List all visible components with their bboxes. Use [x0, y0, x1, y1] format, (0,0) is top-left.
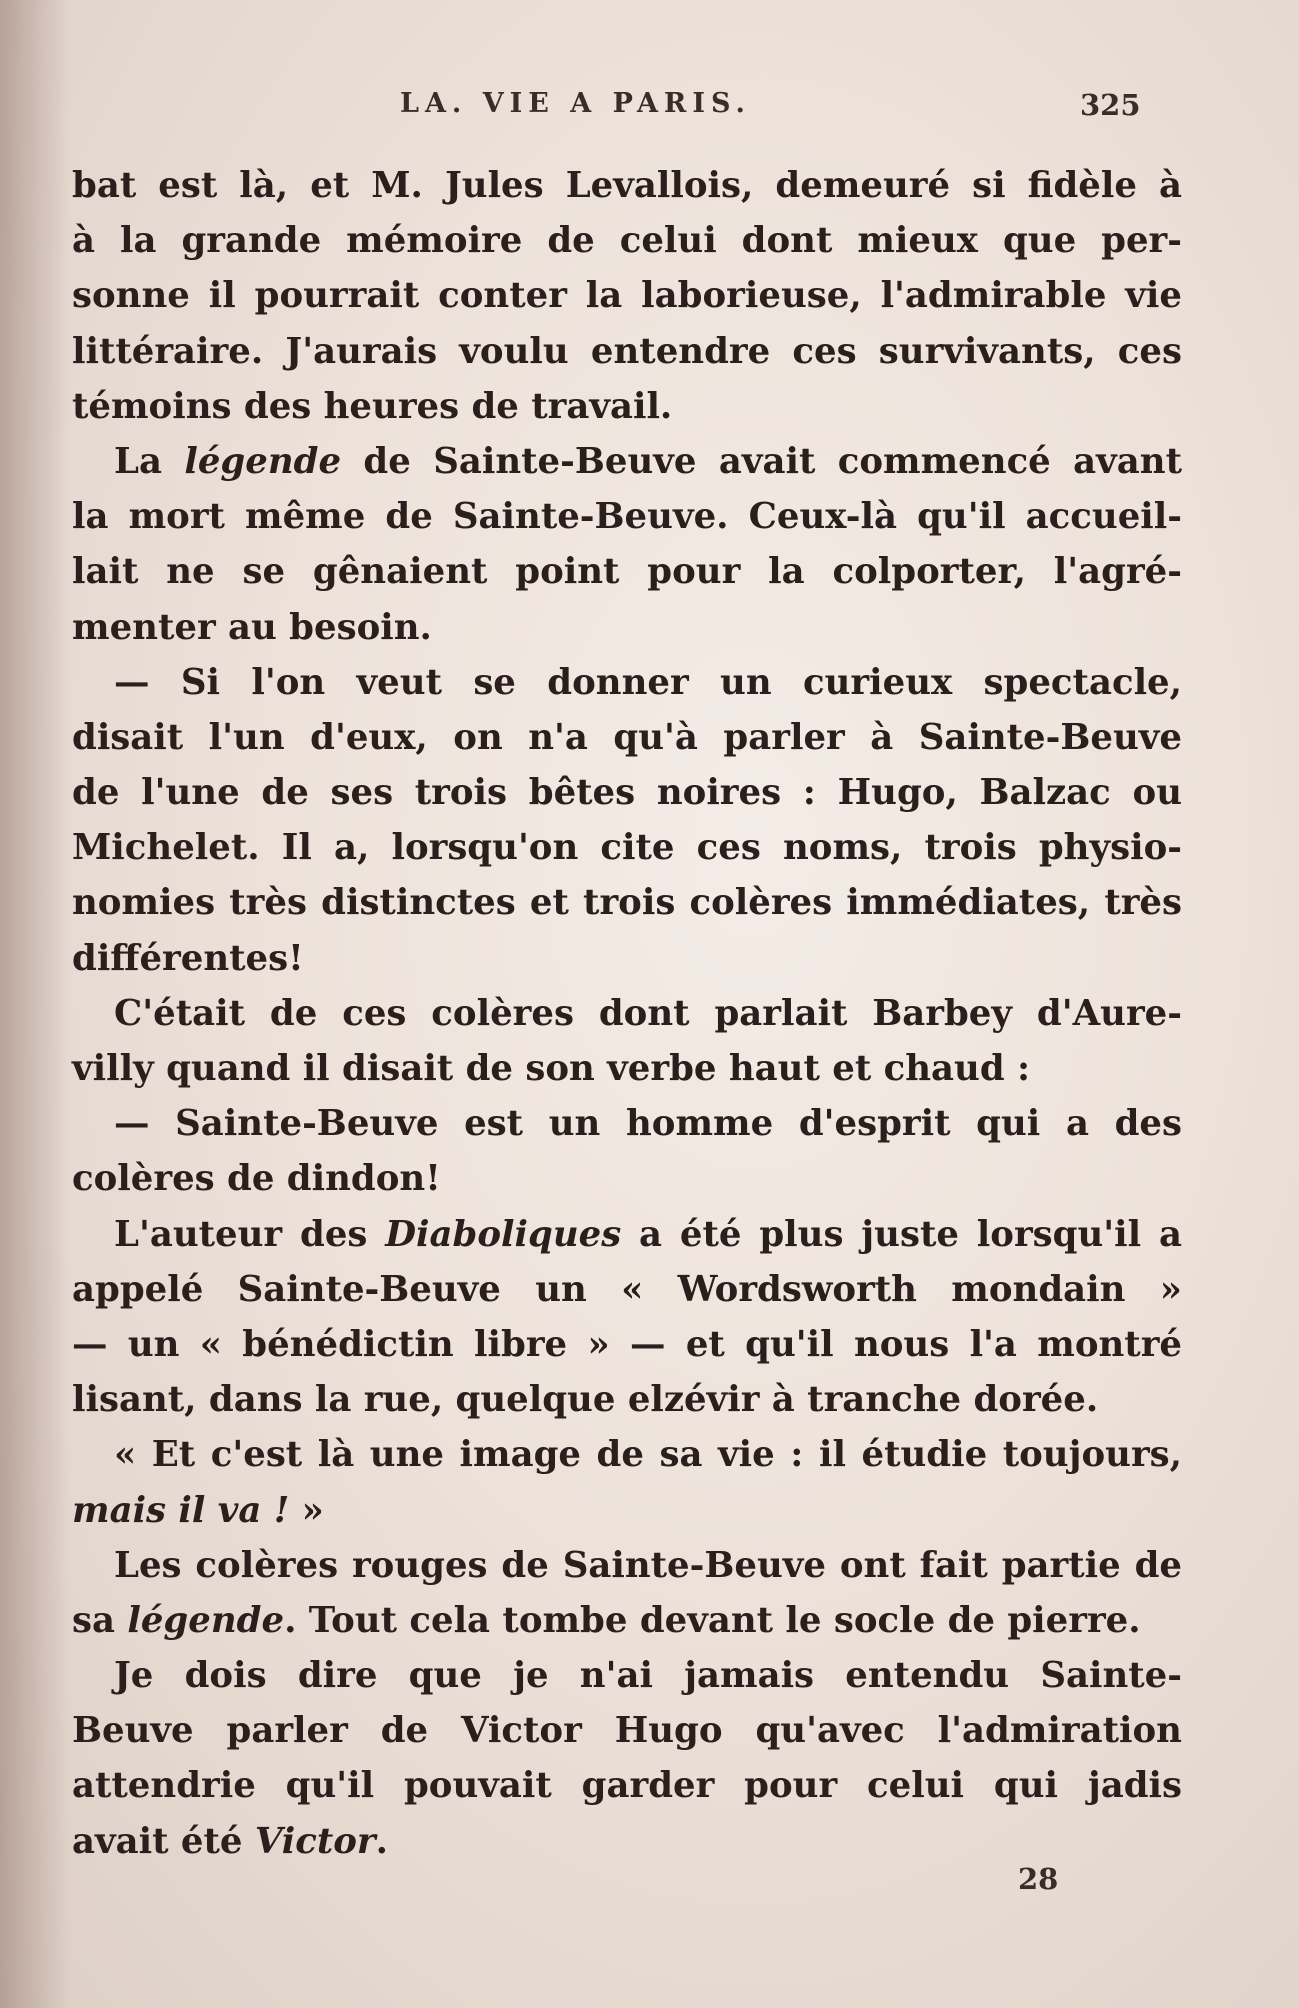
- text-line: L'auteur des Diaboliques a été plus juste lorsqu'il a: [114, 1213, 1182, 1255]
- binding-shadow: [0, 0, 70, 2008]
- text-line: sa légende. Tout cela tombe devant le socle de pierre.: [72, 1599, 1141, 1641]
- text-line: la mort même de Sainte-Beuve. Ceux-là qu'il accueil-: [72, 496, 1182, 538]
- running-head: [0, 88, 1299, 128]
- text-line: attendrie qu'il pouvait garder pour celui qui jadis: [72, 1765, 1182, 1807]
- signature-mark: 28: [1018, 1862, 1059, 1896]
- text-line: colères de dindon!: [72, 1158, 441, 1200]
- text-line: disait l'un d'eux, on n'a qu'à parler à Sainte-Beuve: [72, 716, 1182, 758]
- text-line: Je dois dire que je n'ai jamais entendu Sainte-: [114, 1655, 1182, 1697]
- text-line: avait été Victor.: [72, 1820, 388, 1862]
- text-line: mais il va ! »: [72, 1489, 324, 1531]
- text-line: lait ne se gênaient point pour la colporter, l'agré-: [72, 551, 1182, 593]
- running-head-title: LA. VIE A PARIS.: [400, 88, 751, 119]
- text-line: villy quand il disait de son verbe haut et chaud :: [72, 1048, 1031, 1089]
- text-line: sonne il pourrait conter la laborieuse, l'admirable vie: [72, 275, 1182, 317]
- body-text: [72, 158, 1182, 1869]
- text-line: lisant, dans la rue, quelque elzévir à tranche dorée.: [72, 1379, 1099, 1421]
- text-line: bat est là, et M. Jules Levallois, demeuré si fidèle à: [72, 165, 1182, 206]
- text-line: — Sainte-Beuve est un homme d'esprit qui a des: [114, 1103, 1182, 1145]
- text-line: Les colères rouges de Sainte-Beuve ont fait partie de: [114, 1544, 1182, 1586]
- text-line: « Et c'est là une image de sa vie : il étudie toujours,: [114, 1434, 1182, 1476]
- page-number: 325: [1080, 88, 1141, 122]
- text-line: C'était de ces colères dont parlait Barbey d'Aure-: [114, 992, 1182, 1034]
- text-line: nomies très distinctes et trois colères immédiates, très: [72, 882, 1182, 924]
- text-line: menter au besoin.: [72, 606, 432, 648]
- text-line: Beuve parler de Victor Hugo qu'avec l'admiration: [72, 1710, 1182, 1752]
- text-line: de l'une de ses trois bêtes noires : Hugo, Balzac ou: [72, 772, 1182, 814]
- text-line: — un « bénédictin libre » — et qu'il nous l'a montré: [72, 1323, 1182, 1365]
- text-line: littéraire. J'aurais voulu entendre ces survivants, ces: [72, 330, 1182, 372]
- text-line: — Si l'on veut se donner un curieux spectacle,: [114, 661, 1182, 703]
- text-line: à la grande mémoire de celui dont mieux que per-: [72, 220, 1182, 262]
- text-line: appelé Sainte-Beuve un « Wordsworth mondain »: [72, 1268, 1182, 1310]
- text-line: témoins des heures de travail.: [72, 385, 673, 427]
- text-line: La légende de Sainte-Beuve avait commencé avant: [114, 440, 1182, 482]
- text-line: Michelet. Il a, lorsqu'on cite ces noms, trois physio-: [72, 827, 1182, 869]
- text-line: différentes!: [72, 937, 304, 979]
